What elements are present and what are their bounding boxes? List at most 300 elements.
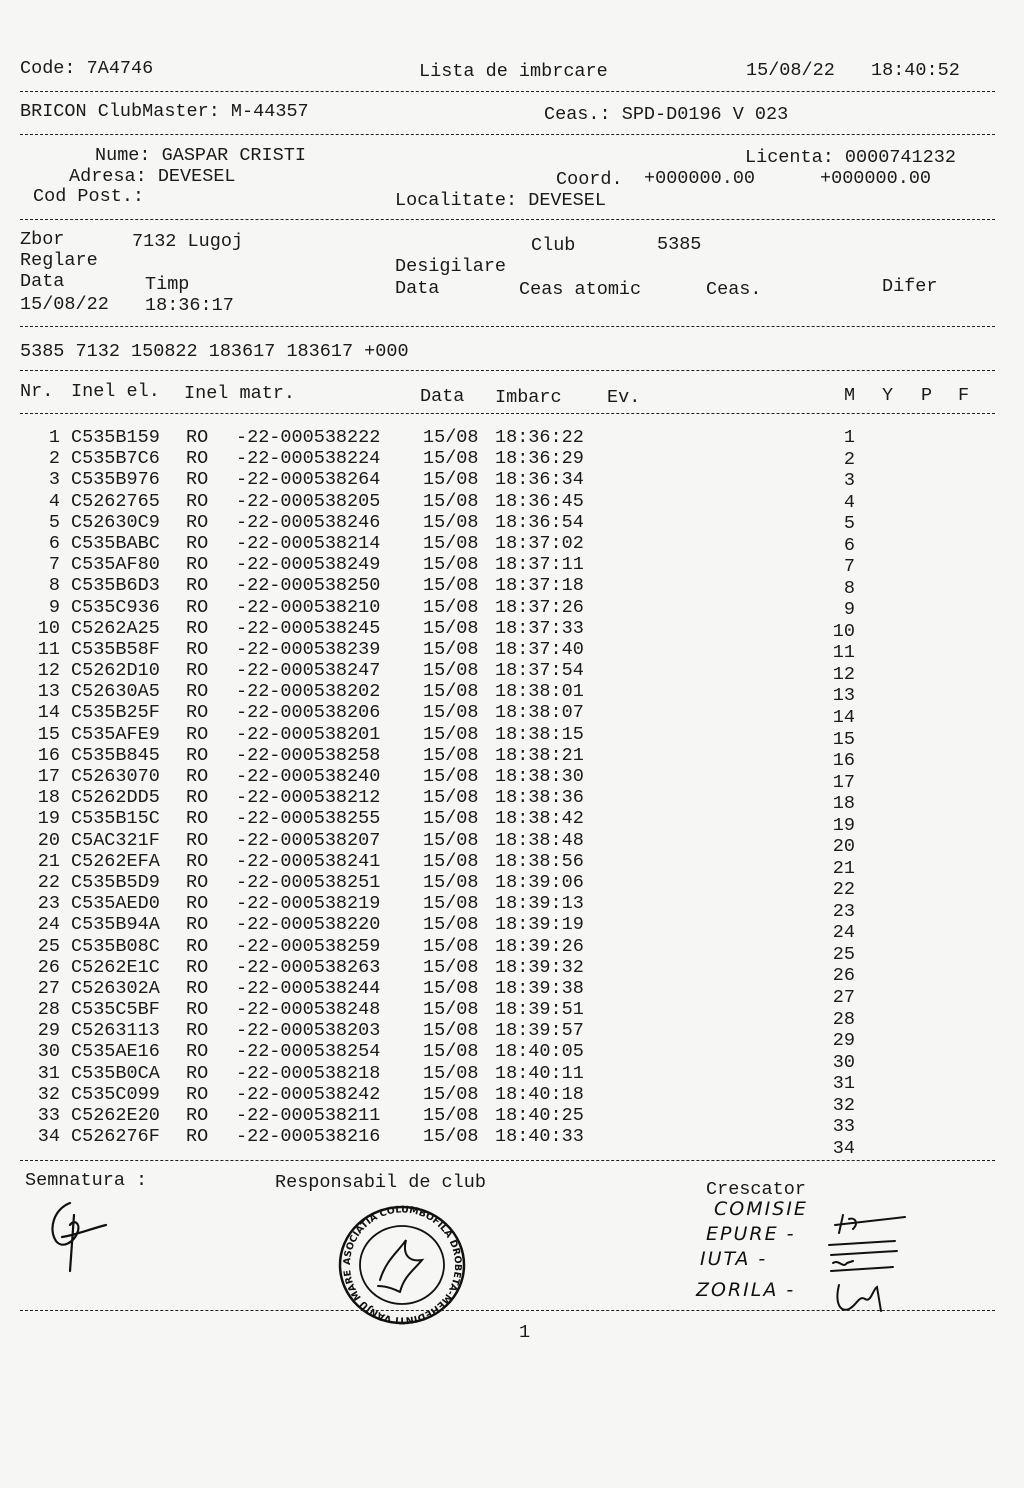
row-number: 33 — [37, 1105, 60, 1126]
ring-electronic: C535AFE9 — [71, 723, 160, 745]
arrival-date: 15/08 — [423, 617, 479, 639]
arrival-date: 15/08 — [423, 914, 479, 936]
ring-matriculation: -22-000538224 — [236, 448, 381, 470]
arrival-time: 18:39:13 — [495, 893, 584, 915]
ring-matriculation: -22-000538249 — [236, 554, 381, 576]
arrival-date: 15/08 — [423, 999, 479, 1021]
table-row — [0, 999, 1024, 1030]
row-number: 3 — [48, 469, 60, 491]
ring-matriculation: -22-000538239 — [236, 638, 381, 660]
ring-electronic: C535B94A — [71, 914, 160, 936]
ring-country: RO — [186, 1126, 209, 1148]
row-number: 28 — [37, 999, 60, 1021]
arrival-date: 15/08 — [423, 638, 479, 660]
ring-electronic: C535C5BF — [71, 999, 160, 1021]
rank-m: 1 — [843, 427, 855, 448]
ring-country: RO — [186, 1105, 209, 1126]
col-header-y: Y — [882, 385, 894, 406]
divider — [20, 413, 995, 414]
ring-electronic: C535B08C — [71, 935, 160, 957]
stamp-text: ASOCIATIA COLUMBOFILA DROBETA-MEHEDINTI VANJU MARE — [341, 1204, 464, 1326]
row-number: 8 — [48, 575, 60, 597]
row-number: 9 — [48, 596, 60, 618]
rank-m: 22 — [832, 879, 855, 901]
ring-matriculation: -22-000538205 — [236, 490, 381, 512]
ring-matriculation: -22-000538254 — [236, 1041, 381, 1063]
ring-country: RO — [186, 469, 209, 491]
table-row — [0, 638, 1024, 664]
ring-country: RO — [186, 914, 209, 936]
arrival-date: 15/08 — [423, 1020, 479, 1042]
ring-matriculation: -22-000538264 — [236, 469, 381, 491]
row-number: 2 — [48, 448, 60, 470]
ring-electronic: C52630C9 — [71, 511, 160, 533]
table-row — [0, 787, 1024, 815]
row-number: 10 — [37, 617, 60, 639]
arrival-date: 15/08 — [423, 1126, 479, 1148]
col-header-data: Data — [420, 386, 465, 407]
ring-country: RO — [186, 596, 209, 618]
arrival-time: 18:38:36 — [495, 787, 584, 809]
table-row — [0, 554, 1024, 578]
arrival-time: 18:39:06 — [495, 871, 584, 893]
difer-label: Difer — [882, 276, 938, 297]
ring-electronic: C52630A5 — [71, 681, 160, 703]
arrival-date: 15/08 — [423, 660, 479, 682]
flight-value: 7132 Lugoj — [132, 231, 244, 252]
ring-matriculation: -22-000538258 — [236, 744, 381, 766]
arrival-time: 18:38:42 — [495, 808, 584, 830]
arrival-time: 18:39:26 — [495, 935, 584, 957]
arrival-time: 18:38:01 — [495, 681, 584, 703]
col-header-ev: Ev. — [607, 387, 641, 408]
col-header-f: F — [958, 385, 970, 406]
ring-electronic: C535B15C — [71, 808, 160, 830]
report-code: Code: 7A4746 — [20, 58, 154, 79]
arrival-date: 15/08 — [423, 935, 479, 957]
ring-electronic: C535BABC — [71, 532, 160, 554]
arrival-time: 18:38:15 — [495, 723, 584, 745]
arrival-date: 15/08 — [423, 532, 479, 554]
ring-electronic: C535AF80 — [71, 554, 160, 576]
ring-electronic: C5262A25 — [71, 617, 160, 639]
rank-m: 26 — [832, 965, 855, 987]
ring-matriculation: -22-000538255 — [236, 808, 381, 830]
ring-electronic: C526302A — [71, 977, 160, 999]
row-number: 29 — [37, 1020, 60, 1042]
arrival-time: 18:38:30 — [495, 766, 584, 787]
rank-m: 31 — [832, 1073, 855, 1095]
ring-matriculation: -22-000538212 — [236, 787, 381, 809]
rank-m: 29 — [832, 1030, 855, 1052]
table-row — [0, 1126, 1024, 1159]
rank-m: 25 — [832, 943, 855, 965]
rank-m: 10 — [832, 620, 855, 642]
rank-m: 3 — [843, 470, 855, 492]
ring-country: RO — [186, 681, 209, 703]
coord-x: +000000.00 — [644, 168, 756, 189]
rank-m: 18 — [832, 793, 855, 815]
arrival-date: 15/08 — [423, 766, 479, 787]
owner-name: Nume: GASPAR CRISTI — [95, 145, 306, 166]
rank-m: 27 — [832, 986, 855, 1008]
row-number: 4 — [48, 490, 60, 512]
rank-m: 23 — [832, 900, 855, 922]
ring-electronic: C535B0CA — [71, 1062, 160, 1084]
row-number: 18 — [37, 787, 60, 809]
arrival-time: 18:38:56 — [495, 850, 584, 872]
table-row — [0, 977, 1024, 1008]
table-row — [0, 596, 1024, 621]
coord-y: +000000.00 — [820, 168, 932, 189]
arrival-date: 15/08 — [423, 427, 479, 448]
divider — [20, 134, 995, 135]
ring-country: RO — [186, 956, 209, 978]
club-responsible-label: Responsabil de club — [275, 1172, 486, 1193]
col-header-imbarc: Imbarc — [495, 387, 562, 408]
ring-country: RO — [186, 1041, 209, 1063]
table-row — [0, 491, 1024, 512]
table-row — [0, 744, 1024, 772]
arrival-time: 18:38:07 — [495, 702, 584, 724]
table-row — [0, 766, 1024, 793]
ring-country: RO — [186, 638, 209, 660]
row-number: 20 — [37, 829, 60, 851]
arrival-time: 18:39:57 — [495, 1020, 584, 1042]
ring-country: RO — [186, 999, 209, 1021]
divider — [20, 219, 995, 220]
ring-matriculation: -22-000538220 — [236, 914, 381, 936]
table-row — [0, 660, 1024, 685]
divider — [20, 1160, 995, 1161]
row-number: 16 — [37, 744, 60, 766]
col-header-m: M — [844, 385, 856, 406]
rank-m: 9 — [843, 599, 855, 621]
ring-electronic: C5262765 — [71, 490, 160, 512]
ring-country: RO — [186, 977, 209, 999]
ring-electronic: C535C099 — [71, 1083, 160, 1105]
table-row — [0, 702, 1024, 728]
ring-electronic: C535B5D9 — [71, 871, 160, 893]
breeder-label: Crescator — [706, 1179, 806, 1200]
owner-address: Adresa: DEVESEL — [69, 166, 236, 187]
row-number: 32 — [37, 1083, 60, 1105]
arrival-time: 18:38:21 — [495, 744, 584, 766]
ring-electronic: C535AE16 — [71, 1041, 160, 1063]
committee-member-1: EPURE - — [706, 1223, 796, 1245]
arrival-date: 15/08 — [423, 702, 479, 724]
rank-m: 14 — [832, 706, 855, 728]
divider — [20, 370, 995, 371]
table-row — [0, 469, 1024, 490]
arrival-date: 15/08 — [423, 956, 479, 978]
ring-electronic: C5262E20 — [71, 1105, 160, 1126]
ring-matriculation: -22-000538250 — [236, 575, 381, 597]
ring-country: RO — [186, 744, 209, 766]
row-number: 5 — [48, 511, 60, 533]
arrival-time: 18:38:48 — [495, 829, 584, 851]
row-number: 23 — [37, 893, 60, 915]
table-row — [0, 427, 1024, 448]
arrival-time: 18:36:29 — [495, 448, 584, 470]
ring-country: RO — [186, 893, 209, 915]
row-number: 7 — [48, 554, 60, 576]
report-time: 18:40:52 — [871, 60, 960, 81]
ring-electronic: C535AED0 — [71, 893, 160, 915]
arrival-time: 18:37:54 — [495, 660, 584, 682]
arrival-date: 15/08 — [423, 681, 479, 703]
ring-matriculation: -22-000538218 — [236, 1062, 381, 1084]
ring-country: RO — [186, 532, 209, 554]
table-row — [0, 893, 1024, 922]
ring-matriculation: -22-000538246 — [236, 511, 381, 533]
ring-country: RO — [186, 1062, 209, 1084]
ring-matriculation: -22-000538247 — [236, 660, 381, 682]
reglare-label: Reglare — [20, 250, 98, 271]
ring-matriculation: -22-000538211 — [236, 1105, 381, 1126]
arrival-date: 15/08 — [423, 1041, 479, 1063]
report-date: 15/08/22 — [746, 60, 835, 81]
flight-label: Zbor — [20, 229, 65, 250]
divider — [20, 1310, 995, 1311]
table-row — [0, 956, 1024, 987]
row-number: 31 — [37, 1062, 60, 1084]
rank-m: 21 — [832, 857, 855, 879]
row-number: 21 — [37, 850, 60, 872]
table-row — [0, 829, 1024, 858]
col-header-nr: Nr. — [20, 381, 54, 402]
arrival-time: 18:37:26 — [495, 596, 584, 618]
ring-matriculation: -22-000538202 — [236, 681, 381, 703]
ring-matriculation: -22-000538248 — [236, 999, 381, 1021]
arrival-date: 15/08 — [423, 723, 479, 745]
signature-scribble — [40, 1195, 110, 1275]
rank-m: 5 — [843, 513, 855, 535]
ring-country: RO — [186, 490, 209, 512]
rank-m: 32 — [832, 1094, 855, 1116]
committee-member-3: ZORILA - — [696, 1279, 796, 1301]
ring-electronic: C5262D10 — [71, 660, 160, 682]
ring-electronic: C535B159 — [71, 427, 160, 448]
committee-title: COMISIE — [714, 1198, 808, 1220]
arrival-date: 15/08 — [423, 893, 479, 915]
ring-country: RO — [186, 871, 209, 893]
arrival-date: 15/08 — [423, 1083, 479, 1105]
ring-electronic: C5AC321F — [71, 829, 160, 851]
rank-m: 6 — [843, 534, 855, 556]
row-number: 27 — [37, 977, 60, 999]
ring-matriculation: -22-000538214 — [236, 532, 381, 554]
ring-matriculation: -22-000538263 — [236, 956, 381, 978]
ring-matriculation: -22-000538242 — [236, 1083, 381, 1105]
ceas-label: Ceas. — [706, 279, 762, 300]
ring-country: RO — [186, 1020, 209, 1042]
ring-country: RO — [186, 448, 209, 470]
ring-matriculation: -22-000538201 — [236, 723, 381, 745]
data2-label: Data — [395, 278, 440, 299]
signature-label: Semnatura : — [25, 1170, 148, 1191]
arrival-time: 18:37:18 — [495, 575, 584, 597]
ring-matriculation: -22-000538206 — [236, 702, 381, 724]
rank-m: 33 — [832, 1116, 855, 1138]
arrival-date: 15/08 — [423, 808, 479, 830]
ceas-atomic-label: Ceas atomic — [519, 279, 642, 300]
ring-electronic: C535B845 — [71, 744, 160, 766]
ring-matriculation: -22-000538222 — [236, 427, 381, 448]
table-row — [0, 914, 1024, 944]
arrival-time: 18:40:18 — [495, 1083, 584, 1105]
ring-country: RO — [186, 787, 209, 809]
rank-m: 24 — [832, 922, 855, 944]
ring-matriculation: -22-000538245 — [236, 617, 381, 639]
arrival-date: 15/08 — [423, 1062, 479, 1084]
ring-matriculation: -22-000538210 — [236, 596, 381, 618]
rank-m: 4 — [843, 491, 855, 513]
ring-matriculation: -22-000538241 — [236, 850, 381, 872]
ring-country: RO — [186, 1083, 209, 1105]
arrival-date: 15/08 — [423, 490, 479, 512]
report-title: Lista de imbrcare — [419, 61, 608, 82]
arrival-date: 15/08 — [423, 511, 479, 533]
ring-electronic: C5263070 — [71, 766, 160, 787]
ring-matriculation: -22-000538244 — [236, 977, 381, 999]
ring-electronic: C535C936 — [71, 596, 160, 618]
row-number: 30 — [37, 1041, 60, 1063]
table-row — [0, 617, 1024, 642]
col-header-inel-el: Inel el. — [71, 381, 160, 402]
arrival-time: 18:36:45 — [495, 490, 584, 512]
rank-m: 34 — [832, 1137, 855, 1159]
ring-country: RO — [186, 766, 209, 787]
arrival-time: 18:39:51 — [495, 999, 584, 1021]
arrival-table — [0, 427, 1024, 1159]
clubmaster-id: BRICON ClubMaster: M-44357 — [20, 101, 309, 122]
ring-electronic: C5262DD5 — [71, 787, 160, 809]
ring-matriculation: -22-000538259 — [236, 935, 381, 957]
rank-m: 19 — [832, 814, 855, 836]
arrival-date: 15/08 — [423, 575, 479, 597]
ring-electronic: C526276F — [71, 1126, 160, 1148]
row-number: 26 — [37, 956, 60, 978]
col-header-p: P — [921, 385, 933, 406]
table-row — [0, 681, 1024, 707]
row-number: 22 — [37, 871, 60, 893]
ring-country: RO — [186, 850, 209, 872]
arrival-time: 18:36:54 — [495, 511, 584, 533]
table-row — [0, 533, 1024, 554]
ring-matriculation: -22-000538207 — [236, 829, 381, 851]
committee-signatures — [825, 1205, 925, 1325]
arrival-time: 18:39:19 — [495, 914, 584, 936]
arrival-date: 15/08 — [423, 469, 479, 491]
timp-label: Timp — [145, 274, 190, 295]
table-row — [0, 575, 1024, 599]
table-row — [0, 448, 1024, 469]
ring-country: RO — [186, 723, 209, 745]
arrival-date: 15/08 — [423, 744, 479, 766]
arrival-date: 15/08 — [423, 554, 479, 576]
arrival-date: 15/08 — [423, 1105, 479, 1126]
row-number: 25 — [37, 935, 60, 957]
ring-country: RO — [186, 427, 209, 448]
arrival-time: 18:37:40 — [495, 638, 584, 660]
arrival-time: 18:39:38 — [495, 977, 584, 999]
ring-electronic: C5262E1C — [71, 956, 160, 978]
row-number: 17 — [37, 766, 60, 787]
ring-country: RO — [186, 829, 209, 851]
arrival-date: 15/08 — [423, 448, 479, 470]
ring-country: RO — [186, 935, 209, 957]
rank-m: 12 — [832, 663, 855, 685]
table-row — [0, 808, 1024, 836]
table-row — [0, 723, 1024, 750]
ring-country: RO — [186, 554, 209, 576]
ring-country: RO — [186, 511, 209, 533]
row-number: 13 — [37, 681, 60, 703]
row-number: 6 — [48, 532, 60, 554]
rank-m: 2 — [843, 448, 855, 470]
row-number: 1 — [48, 427, 60, 448]
rank-m: 28 — [832, 1008, 855, 1030]
ring-electronic: C535B58F — [71, 638, 160, 660]
data-label: Data — [20, 271, 65, 292]
arrival-time: 18:37:02 — [495, 532, 584, 554]
rank-m: 8 — [843, 577, 855, 599]
table-row — [0, 512, 1024, 533]
rank-m: 16 — [832, 750, 855, 772]
row-number: 19 — [37, 808, 60, 830]
arrival-date: 15/08 — [423, 829, 479, 851]
ring-country: RO — [186, 575, 209, 597]
ring-matriculation: -22-000538251 — [236, 871, 381, 893]
col-header-inel-matr: Inel matr. — [184, 383, 296, 404]
divider — [20, 91, 995, 92]
reglare-date: 15/08/22 — [20, 294, 109, 315]
arrival-time: 18:40:33 — [495, 1126, 584, 1148]
reglare-time: 18:36:17 — [145, 295, 234, 316]
ring-electronic: C5262EFA — [71, 850, 160, 872]
row-number: 12 — [37, 660, 60, 682]
row-number: 14 — [37, 702, 60, 724]
arrival-time: 18:37:11 — [495, 554, 584, 576]
rank-m: 17 — [832, 771, 855, 793]
arrival-time: 18:39:32 — [495, 956, 584, 978]
table-row — [0, 850, 1024, 879]
owner-locality: Localitate: DEVESEL — [395, 190, 606, 211]
table-row — [0, 935, 1024, 965]
page-number: 1 — [519, 1322, 531, 1343]
ring-matriculation: -22-000538216 — [236, 1126, 381, 1148]
table-row — [0, 871, 1024, 901]
ring-country: RO — [186, 617, 209, 639]
ring-country: RO — [186, 808, 209, 830]
desigilare-label: Desigilare — [395, 256, 507, 277]
owner-license: Licenta: 0000741232 — [745, 147, 956, 168]
flight-summary-line: 5385 7132 150822 183617 183617 +000 — [20, 341, 409, 362]
clock-id: Ceas.: SPD-D0196 V 023 — [544, 104, 789, 125]
arrival-date: 15/08 — [423, 850, 479, 872]
ring-electronic: C535B25F — [71, 702, 160, 724]
arrival-time: 18:40:11 — [495, 1062, 584, 1084]
row-number: 34 — [37, 1126, 60, 1148]
ring-matriculation: -22-000538219 — [236, 893, 381, 915]
rank-m: 30 — [832, 1051, 855, 1073]
arrival-date: 15/08 — [423, 787, 479, 809]
row-number: 11 — [37, 638, 60, 660]
owner-postcode: Cod Post.: — [33, 186, 145, 207]
ring-electronic: C535B976 — [71, 469, 160, 491]
arrival-date: 15/08 — [423, 596, 479, 618]
